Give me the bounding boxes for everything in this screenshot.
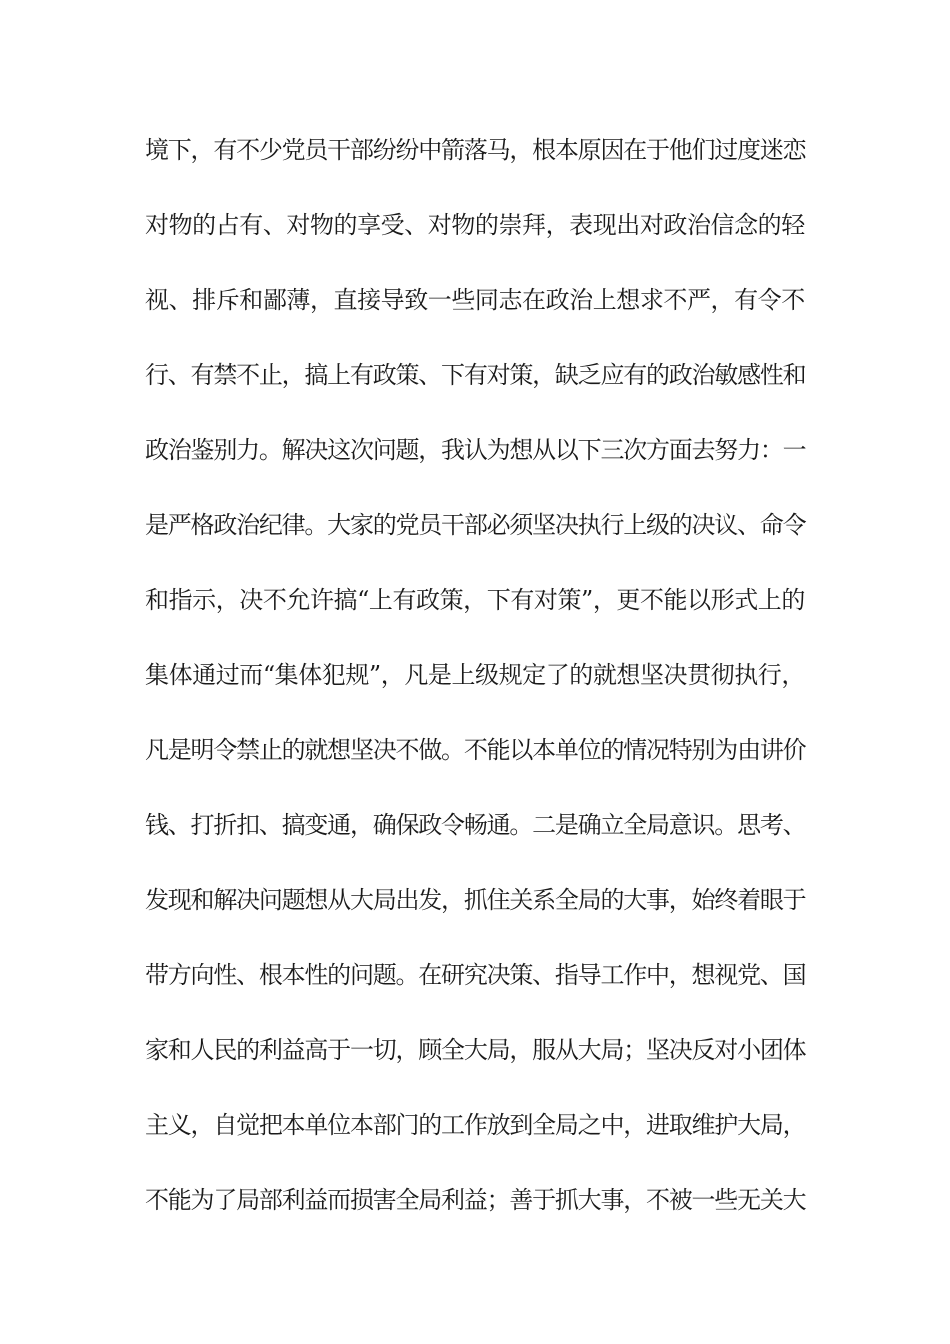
text-line-9: 凡是明令禁止的就想坚决不做。不能以本单位的情况特别为由讲价 [145, 736, 806, 764]
text-line-7: 和指示，决不允许搞“上有政策，下有对策”，更不能以形式上的 [145, 586, 805, 614]
text-line-14: 主义，自觉把本单位本部门的工作放到全局之中，进取维护大局， [145, 1111, 806, 1139]
text-line-8: 集体通过而“集体犯规”，凡是上级规定了的就想坚决贯彻执行， [145, 661, 805, 689]
body-text [145, 128, 805, 1253]
text-line-15: 不能为了局部利益而损害全局利益；善于抓大事，不被一些无关大 [145, 1186, 806, 1214]
text-line-6: 是严格政治纪律。大家的党员干部必须坚决执行上级的决议、命令 [145, 511, 806, 539]
text-line-4: 行、有禁不止，搞上有政策、下有对策，缺乏应有的政治敏感性和 [145, 361, 806, 389]
text-line-2: 对物的占有、对物的享受、对物的崇拜，表现出对政治信念的轻 [145, 211, 805, 239]
text-line-3: 视、排斥和鄙薄，直接导致一些同志在政治上想求不严，有令不 [145, 286, 805, 314]
text-line-10: 钱、打折扣、搞变通，确保政令畅通。二是确立全局意识。思考、 [145, 811, 806, 839]
text-line-5: 政治鉴别力。解决这次问题，我认为想从以下三次方面去努力：一 [145, 436, 806, 464]
text-line-11: 发现和解决问题想从大局出发，抓住关系全局的大事，始终着眼于 [145, 886, 806, 914]
text-line-13: 家和人民的利益高于一切，顾全大局，服从大局；坚决反对小团体 [145, 1036, 806, 1064]
text-line-1: 境下，有不少党员干部纷纷中箭落马，根本原因在于他们过度迷恋 [145, 136, 806, 164]
text-line-12: 带方向性、根本性的问题。在研究决策、指导工作中，想视党、国 [145, 961, 806, 989]
